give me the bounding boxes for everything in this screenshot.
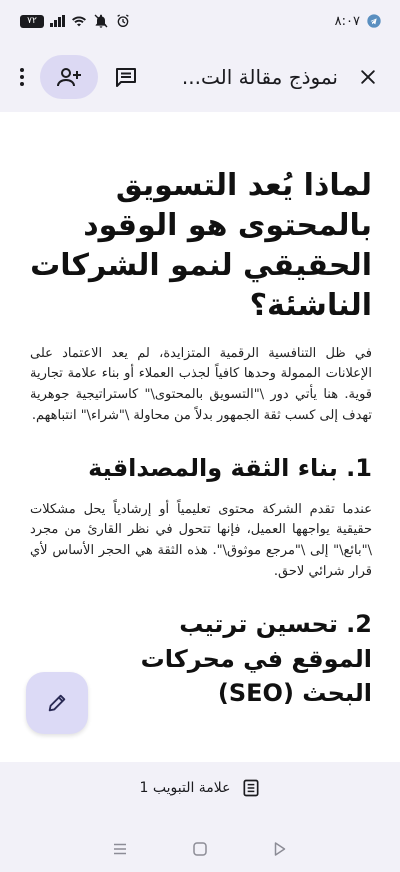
battery-level: ٧٢ [27, 16, 37, 26]
app-bar [0, 42, 400, 112]
share-button[interactable] [40, 55, 98, 99]
telegram-icon [366, 13, 382, 29]
edit-fab[interactable] [26, 672, 88, 734]
more-options-button[interactable] [10, 57, 34, 97]
close-icon [358, 67, 378, 87]
section-2-heading: 2. تحسين ترتيب الموقع في محركات البحث (SEO) [140, 609, 372, 708]
comment-icon [114, 65, 138, 89]
pencil-icon [46, 692, 68, 714]
tab-label: علامة التبويب 1 [139, 780, 231, 796]
intro-paragraph: في ظل التنافسية الرقمية المتزايدة، لم يعد الاعتماد على الإعلانات الممولة وحدها كافياً لجذب العملاء أو بناء علامة تجارية قوية. هنا يأتي دور \"التسويق بالمحتوى\" كاستراتيجية جوهرية تهدف إلى كسب ثقة الجمهور بدلاً من محاولة \"شراء\" انتباههم. [30, 345, 372, 423]
battery-icon [20, 15, 44, 28]
bell-off-icon [93, 13, 109, 29]
wifi-icon [71, 13, 87, 29]
nav-back-icon[interactable] [271, 840, 289, 858]
nav-menu-icon[interactable] [111, 840, 129, 858]
document-list-icon [241, 778, 261, 798]
system-nav-bar [0, 834, 400, 864]
document-page[interactable] [0, 112, 400, 762]
status-left [20, 13, 131, 29]
status-right [335, 13, 382, 29]
more-vert-icon [19, 67, 25, 87]
person-add-icon [56, 65, 82, 89]
section-1-paragraph: عندما تقدم الشركة محتوى تعليمياً أو إرشادياً يحل مشكلات حقيقية يواجهها العميل، فإنها تتحول في نظر القارئ من مجرد \"بائع\" إلى \"مرجع موثوق\". هذه الثقة هي الحجر الأساس لأي قرار شرائي لاحق. [30, 501, 372, 579]
article-title: لماذا يُعد التسويق بالمحتوى هو الوقود الحقيقي لنمو الشركات الناشئة؟ [30, 168, 372, 323]
alarm-icon [115, 13, 131, 29]
document-title[interactable]: نموذج مقالة الت... [181, 65, 338, 89]
nav-home-icon[interactable] [191, 840, 209, 858]
status-time: ٨:٠٧ [334, 13, 360, 29]
signal-icon [50, 15, 65, 27]
section-1-heading: 1. بناء الثقة والمصداقية [88, 453, 372, 482]
tab-selector[interactable] [0, 776, 400, 800]
status-bar [0, 0, 400, 42]
comments-button[interactable] [106, 57, 146, 97]
bottom-panel [0, 762, 400, 872]
close-button[interactable] [350, 59, 386, 95]
